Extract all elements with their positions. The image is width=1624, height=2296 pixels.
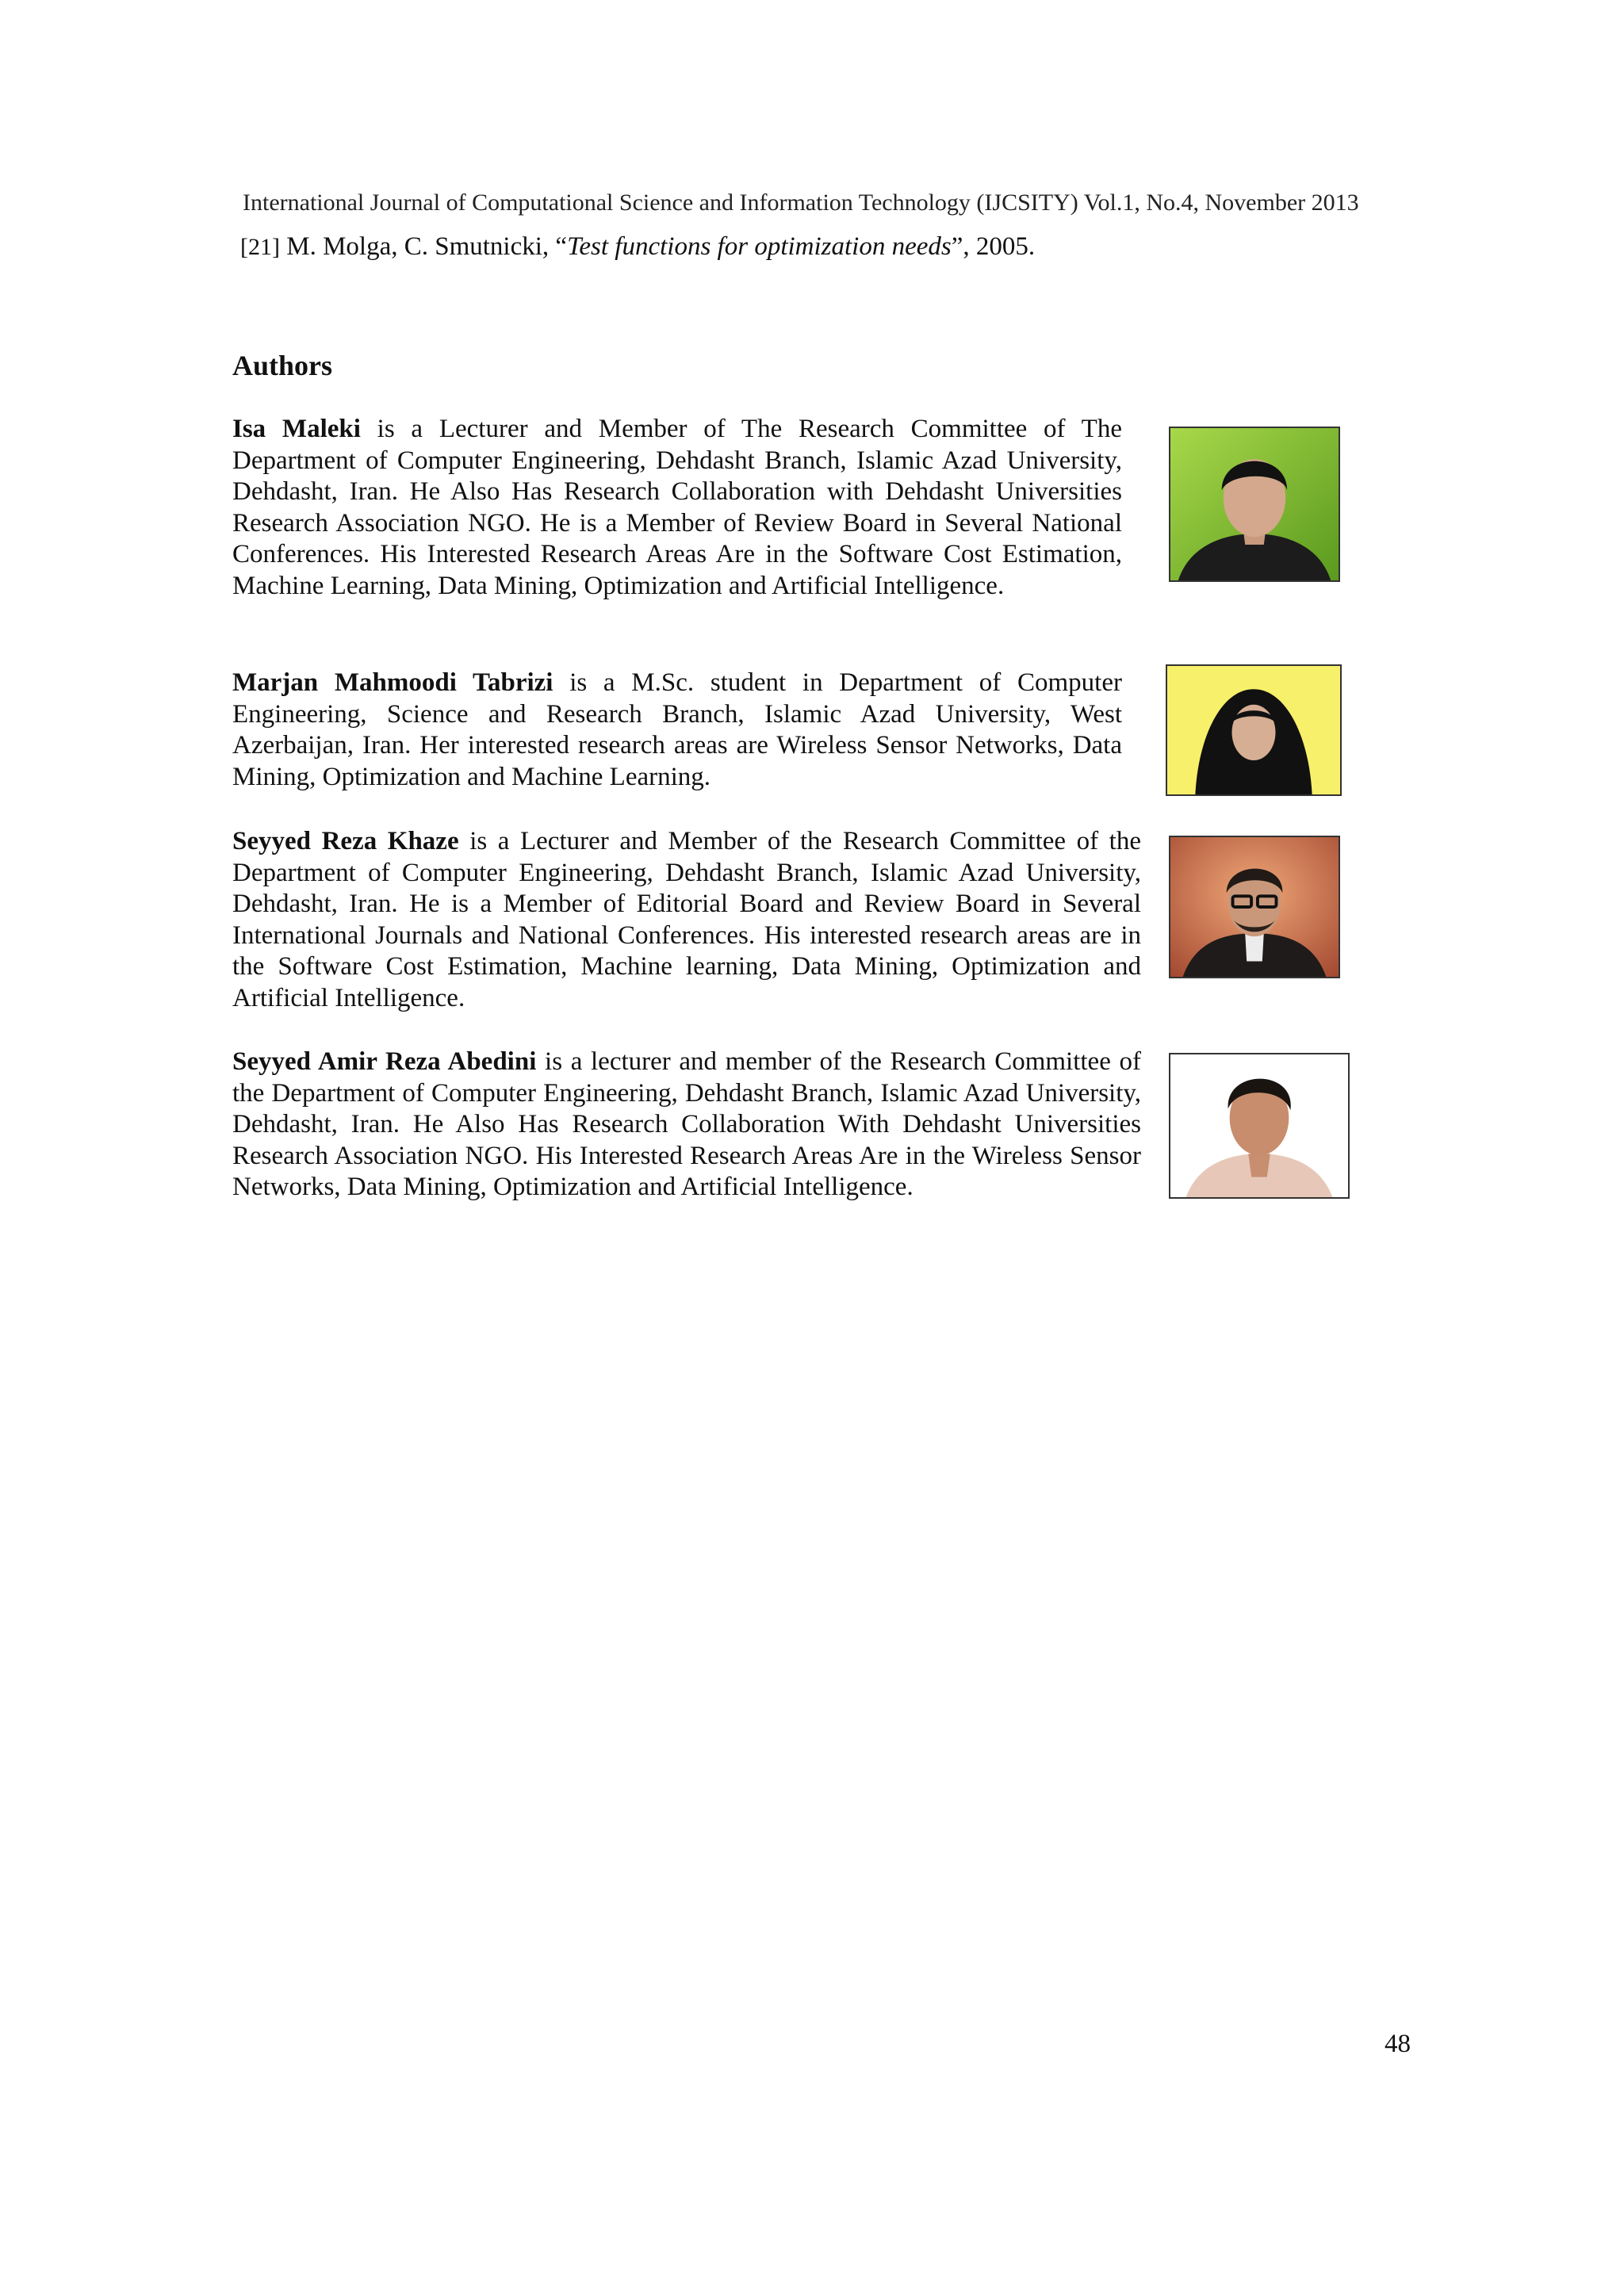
reference-authors: M. Molga, C. Smutnicki, “ [286, 232, 568, 261]
author-photo [1166, 664, 1342, 796]
reference-21 [240, 232, 1035, 262]
author-description: is a lecturer and member of the Research Committee of the Department of Computer Engineering, Dehdasht Branch, Islamic Azad University, Dehdasht, Iran. He Also Has Research Collaboration With Dehdasht Universities Research Association NGO. His Interested Research Areas Are in the Wireless Sensor Networks, Data Mining, Optimization and Artificial Intelligence. [232, 1047, 1141, 1202]
reference-number: [21] [240, 234, 280, 260]
author-photo [1169, 427, 1340, 582]
author-bio [232, 668, 1122, 793]
author-photo [1169, 836, 1340, 978]
reference-title: Test functions for optimization needs [567, 232, 952, 261]
author-description: is a Lecturer and Member of the Research Committee of the Department of Computer Engineering, Dehdasht Branch, Islamic Azad University, Dehdasht, Iran. He is a Member of Editorial Board and Review Board in Several International Journals and National Conferences. His interested research areas are in the Software Cost Estimation, Machine learning, Data Mining, Optimization and Artificial Intelligence. [232, 827, 1141, 1012]
author-name: Seyyed Reza Khaze [232, 827, 459, 855]
author-description: is a M.Sc. student in Department of Computer Engineering, Science and Research Branch, Islamic Azad University, West Azerbaijan, Iran. Her interested research areas are Wireless Sensor Networks, Data Mining, Optimization and Machine Learning. [232, 668, 1122, 791]
author-bio [232, 1047, 1141, 1203]
section-title: Authors [232, 350, 333, 381]
author-bio [232, 414, 1122, 603]
author-name: Marjan Mahmoodi Tabrizi [232, 668, 553, 697]
author-name: Seyyed Amir Reza Abedini [232, 1047, 537, 1076]
page-number: 48 [1385, 2030, 1411, 2058]
author-description: is a Lecturer and Member of The Research Committee of The Department of Computer Engineering, Dehdasht Branch, Islamic Azad University, Dehdasht, Iran. He Also Has Research Collaboration with Dehdasht Universities Research Association NGO. He is a Member of Review Board in Several National Conferences. His Interested Research Areas Are in the Software Cost Estimation, Machine Learning, Data Mining, Optimization and Artificial Intelligence. [232, 415, 1122, 600]
reference-rest: ”, 2005. [951, 232, 1036, 261]
author-name: Isa Maleki [232, 415, 361, 443]
author-bio [232, 826, 1141, 1015]
journal-header: International Journal of Computational Science and Information Technology (IJCSITY) Vol.1, No.4, November 2013 [243, 189, 1359, 216]
author-photo [1169, 1053, 1350, 1199]
